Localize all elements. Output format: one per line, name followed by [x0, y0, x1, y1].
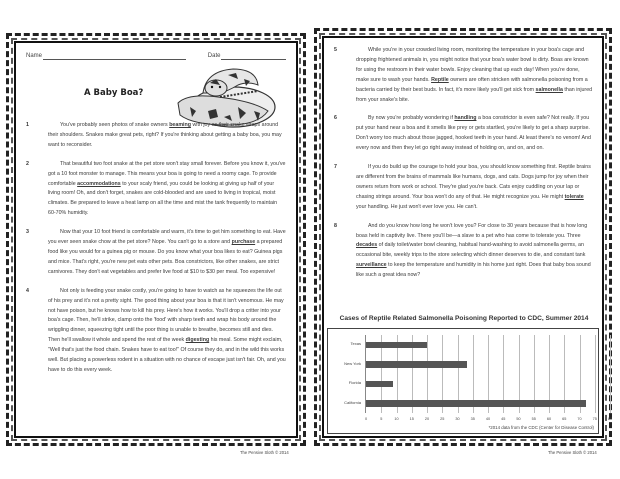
vocabulary-word: accommodations	[77, 180, 121, 187]
vocabulary-word: Reptile	[431, 76, 449, 83]
chart-title: Cases of Reptile Related Salmonella Poisoning Reported to CDC, Summer 2014	[339, 315, 589, 322]
paragraph-number: 8	[334, 222, 337, 229]
x-tick-label: 25	[440, 417, 445, 421]
name-field[interactable]	[43, 53, 186, 60]
vocabulary-word: beaming	[169, 122, 191, 128]
vocabulary-word: surveillance	[356, 262, 387, 269]
worksheet-page-right	[314, 28, 612, 446]
vocabulary-word: purchase	[231, 239, 256, 246]
paragraph-number: 7	[334, 164, 337, 171]
paragraph-7	[334, 163, 594, 213]
copyright-footer: The Pensive Sloth © 2014	[240, 450, 289, 455]
paragraph-number: 1	[26, 122, 29, 128]
bar-california	[366, 400, 586, 407]
gridline	[610, 335, 611, 413]
gridline	[595, 335, 596, 413]
bar-florida	[366, 381, 393, 388]
chart-plot-area	[344, 335, 613, 421]
page-inner-border	[14, 41, 298, 438]
vocabulary-word: handling	[454, 115, 477, 122]
paragraph-text: By now you're probably wondering if handling a boa constrictor is even safe? Not really. If you put your hand near a boa and it smells like prey or gets startled, you're likely to get a sharp surprise. Don't worry too much about those jagged, hooked teeth in your hand. At least there's no venom! And every now and then they let go right away instead of holding on, and on, and on.	[356, 115, 591, 152]
category-label: New York	[344, 360, 361, 366]
paragraph-2	[26, 160, 286, 219]
right-paragraphs	[334, 46, 594, 290]
name-label: Name	[26, 53, 43, 59]
category-label: California	[344, 399, 361, 405]
paragraph-6	[334, 114, 594, 154]
paragraph-4	[26, 287, 286, 376]
x-tick-label: 15	[409, 417, 414, 421]
paragraph-1	[26, 121, 286, 151]
category-label: Florida	[348, 380, 361, 386]
paragraph-text: That beautiful two foot snake at the pet store won't stay small forever. Before you know it, you've got a 10 foot monster to manage. This means your boa is going to need a roomy cage. To provide comfortable accommodations to your scaly friend, you could be looking at giving up half of your living room! Oh, and don't forget, snakes are cold-blooded and are used to living in tropical, moist climates. Be prepared to leave a heat lamp on all the time and mist the tank frequently to maintain 60-70% humidity.	[48, 160, 286, 217]
salmonella-bar-chart	[327, 328, 613, 434]
vocabulary-word: decades	[356, 242, 378, 249]
paragraph-text: You've probably seen photos of snake owners beaming with joy as their snake wraps around their shoulders. Snakes make great pets, right? If you're thinking about getting a baby boa, you may want to reconsider.	[48, 122, 282, 148]
worksheet-title: A Baby Boa?	[84, 88, 144, 98]
x-tick-label: 75	[592, 417, 597, 421]
paragraph-8	[334, 222, 594, 281]
vocabulary-word: salmonella	[535, 86, 563, 93]
vocabulary-word: tolerate	[564, 193, 584, 200]
date-label: Date	[207, 53, 221, 59]
x-tick-label: 30	[455, 417, 460, 421]
x-tick-label: 40	[485, 417, 491, 421]
paragraph-number: 4	[26, 287, 29, 294]
paragraph-number: 3	[26, 229, 29, 236]
paragraph-number: 6	[334, 115, 337, 122]
category-label: Texas	[350, 341, 361, 347]
paragraph-text: If you do build up the courage to hold your boa, you should know something first. Reptile brains are different from the brains of mammals like humans, dogs, and cats. Dogs jump for joy when their owners return from work or school. They're glad you're back. Cats enjoy cuddling on your lap or chasing strings around. Your boa won't do any of that. He might recognize you. He might tolerate your handling. He just won't ever love you. He can't.	[356, 164, 591, 210]
x-tick-label: 65	[562, 417, 567, 421]
paragraph-number: 2	[26, 160, 29, 167]
paragraph-text: Now that your 10 foot friend is comfortable and warm, it's time to get him something to eat. Have you ever seen snake chow at the pet store? Nope. You can't go to a store and purchase a prepared food like you would for a guinea pig or mouse. Do you know what your boa likes to eat? Guinea pigs and mice. That's right, you're new pet eats other pets. Boa constrictors, like other snakes, are strict carnivores. They don't eat vegetables and prefer live food at $10 to $30 per meal. Too expensive!	[48, 229, 286, 275]
vocabulary-word: digesting	[185, 337, 210, 344]
x-tick-label: 35	[470, 417, 475, 421]
paragraph-3	[26, 228, 286, 278]
left-paragraphs	[26, 121, 286, 385]
paragraph-number: 5	[334, 47, 337, 53]
bar-texas	[366, 342, 427, 349]
x-tick-label: 5	[380, 417, 383, 421]
x-tick-label: 50	[516, 417, 521, 421]
x-tick-label: 60	[546, 417, 552, 421]
x-tick-label: 45	[501, 417, 506, 421]
bar-new-york	[366, 361, 467, 368]
worksheet-page-left	[6, 33, 306, 446]
paragraph-5	[334, 46, 594, 105]
copyright-footer: The Pensive Sloth © 2014	[548, 450, 597, 455]
paragraph-text: Not only is feeding your snake costly, you're going to have to watch as he squeezes the life out of his prey and it's not a pretty sight. The good thing about your boa is that it isn't venomous. He may not have poison, but he knows how to kill his prey. Here's how it works. You'll drop a critter into your boa's cage. Then, he'll strike, clamp onto the 'food' with sharp teeth and wrap his body around the wriggling dinner, squeezing tight until the poor thing is unable to breathe, becomes still and dies. Then he'll swallow it whole and spend the rest of the week digesting his meal. Some might exclaim, "Well that's just the food chain. Snakes have to eat too!" Of course they do, and in the wild this works well. But placing a powerless rodent in a situation with no chance of escape just isn't fair. Oh, and you have to do this every week.	[48, 287, 286, 373]
x-tick-label: 80	[607, 417, 613, 421]
x-tick-label: 70	[577, 417, 582, 421]
x-tick-label: 55	[531, 417, 536, 421]
x-tick-label: 0	[364, 417, 368, 421]
date-field[interactable]	[221, 53, 286, 60]
x-tick-label: 10	[394, 417, 399, 421]
paragraph-text: While you're in your crowded living room, monitoring the temperature in your boa's cage and dropping frightened animals in, you might notice that your boa's water bowl is dirty. Boas are known for using the restroom in their water bowls. Enjoy cleaning that up each day! When you're done, make sure to wash your hands. Reptile owners are often stricken with salmonella poisoning from a bacteria carried by their best buds. In fact, it's more likely you'll get sick from salmonella than injured from your snake's bite.	[356, 47, 593, 103]
paragraph-text: And do you know how long he won't love you? For close to 30 years because that is how long boas held in captivity live. There you'll be—a slave to a pet who has come to tolerate you. Three decades of daily toilet/water bowl cleaning, habitual hand-washing to avoid salmonella germs, an occasional bite, weekly trips to the store selecting which dinner deserves to die, and constant tank surveillance to keep the temperature and humidity in his home just right. Does that baby boa sound like such a great idea now?	[356, 222, 591, 279]
x-tick-label: 20	[424, 417, 430, 421]
chart-source-note: *2014 data from the CDC (Center for Disease Control)	[488, 425, 594, 430]
name-date-row	[26, 53, 286, 60]
page-inner-border	[322, 36, 613, 438]
